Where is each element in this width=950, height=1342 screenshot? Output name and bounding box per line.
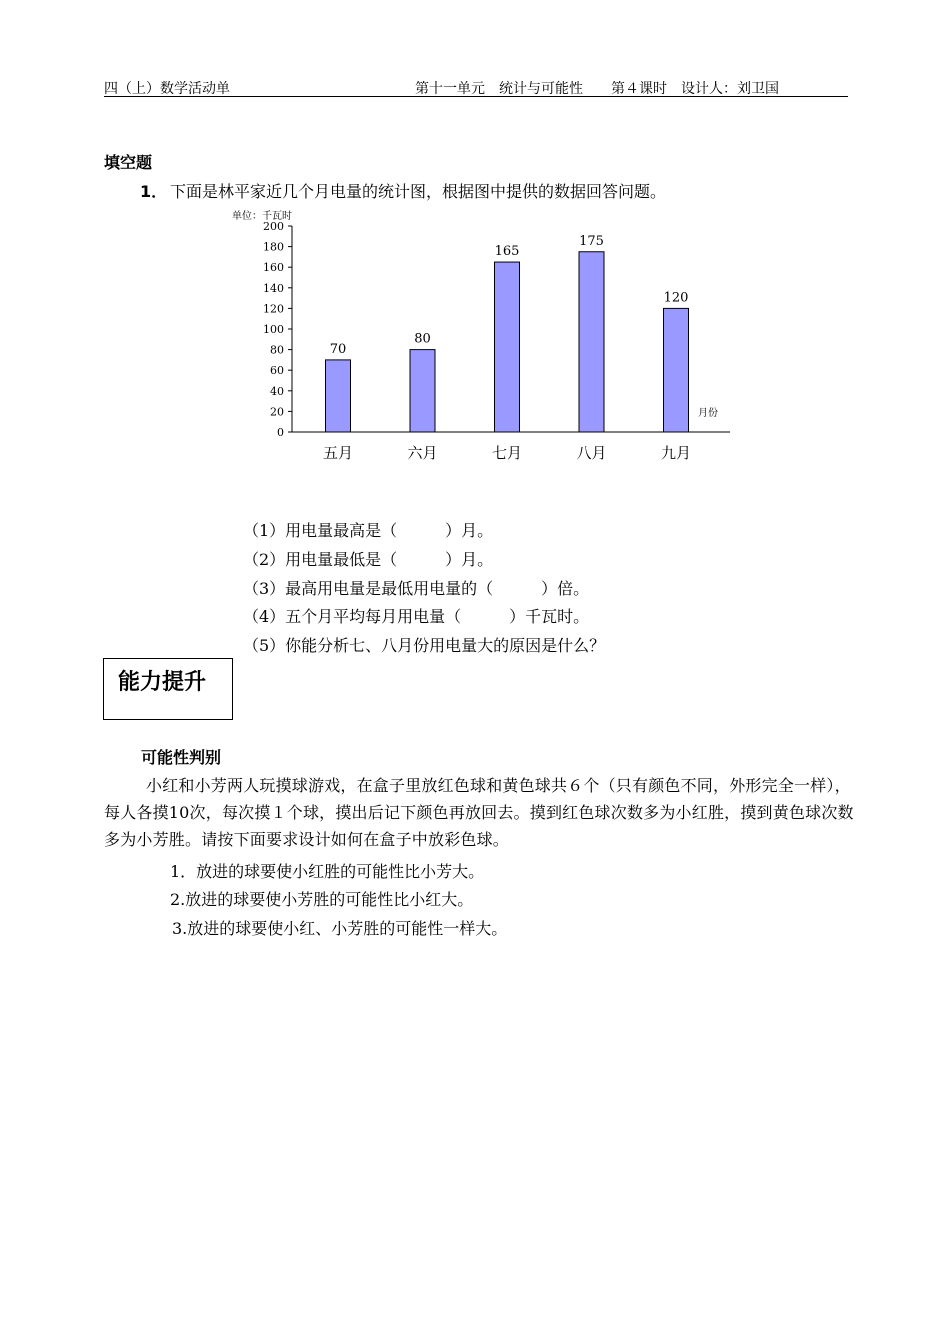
bar-4 <box>579 252 604 432</box>
bar-value-label: 165 <box>494 244 520 260</box>
design-item-1: 1．放进的球要使小红胜的可能性比小芳大。 <box>170 862 485 881</box>
y-tick-label: 80 <box>270 343 284 357</box>
bar-3 <box>495 262 520 432</box>
bar-value-label: 120 <box>663 290 689 306</box>
ability-box-title: 能力提升 <box>118 670 207 695</box>
x-category-label: 九月 <box>660 444 692 462</box>
x-category-label: 七月 <box>491 444 523 462</box>
x-category-label: 五月 <box>322 444 354 462</box>
y-tick-label: 20 <box>270 405 284 419</box>
y-tick-label: 100 <box>263 323 284 336</box>
y-tick-label: 140 <box>263 281 284 295</box>
electricity-bar-chart <box>232 204 742 472</box>
header-left: 四（上）数学活动单 <box>104 81 230 97</box>
design-item-3: 3.放进的球要使小红、小芳胜的可能性一样大。 <box>172 919 508 938</box>
question-item-1: （1）用电量最高是（ ）月。 <box>243 521 494 540</box>
y-tick-label: 120 <box>263 302 284 316</box>
y-tick-label: 60 <box>270 364 284 378</box>
question-1-text: 下面是林平家近几个月电量的统计图，根据图中提供的数据回答问题。 <box>170 182 667 201</box>
bar-value-label: 175 <box>579 233 604 249</box>
section-title-fill-blank: 填空题 <box>104 153 153 172</box>
x-category-label: 八月 <box>576 444 607 462</box>
ability-box <box>103 658 233 720</box>
bar-1 <box>326 360 351 432</box>
header-rule <box>104 96 848 97</box>
question-item-5: （5）你能分析七、八月份用电量大的原因是什么？ <box>243 636 606 655</box>
x-category-label: 六月 <box>407 444 438 462</box>
probability-paragraph: 小红和小芳两人玩摸球游戏，在盒子里放红色球和黄色球共６个（只有颜色不同，外形完全一样），每人各摸10次，每次摸１个球，摸出后记下颜色再放回去。摸到红色球次数多为小红胜，摸到黄色球次数多为小芳胜。请按下面要求设计如何在盒子中放彩色球。 <box>104 776 854 849</box>
bar-2 <box>410 350 435 432</box>
header-right: 第十一单元 统计与可能性 第４课时 设计人：刘卫国 <box>415 81 779 97</box>
y-tick-label: 0 <box>277 426 284 439</box>
bar-value-label: 70 <box>329 341 347 357</box>
design-item-2: 2.放进的球要使小芳胜的可能性比小红大。 <box>170 890 474 909</box>
subtitle-probability: 可能性判别 <box>141 748 222 767</box>
y-tick-label: 200 <box>263 220 284 233</box>
chart-unit-label: 单位：千瓦时 <box>232 211 292 222</box>
question-item-4: （4）五个月平均每月用电量（ ）千瓦时。 <box>243 607 590 626</box>
bar-value-label: 80 <box>414 331 431 347</box>
y-tick-label: 40 <box>270 384 284 398</box>
chart-x-axis-label: 月份 <box>698 408 718 419</box>
question-item-2: （2）用电量最低是（ ）月。 <box>243 550 494 569</box>
question-item-3: （3）最高用电量是最低用电量的（ ）倍。 <box>243 579 590 598</box>
bar-5 <box>664 308 689 432</box>
y-tick-label: 180 <box>263 240 284 254</box>
question-1-number: 1． <box>140 182 168 201</box>
y-tick-label: 160 <box>263 261 284 275</box>
